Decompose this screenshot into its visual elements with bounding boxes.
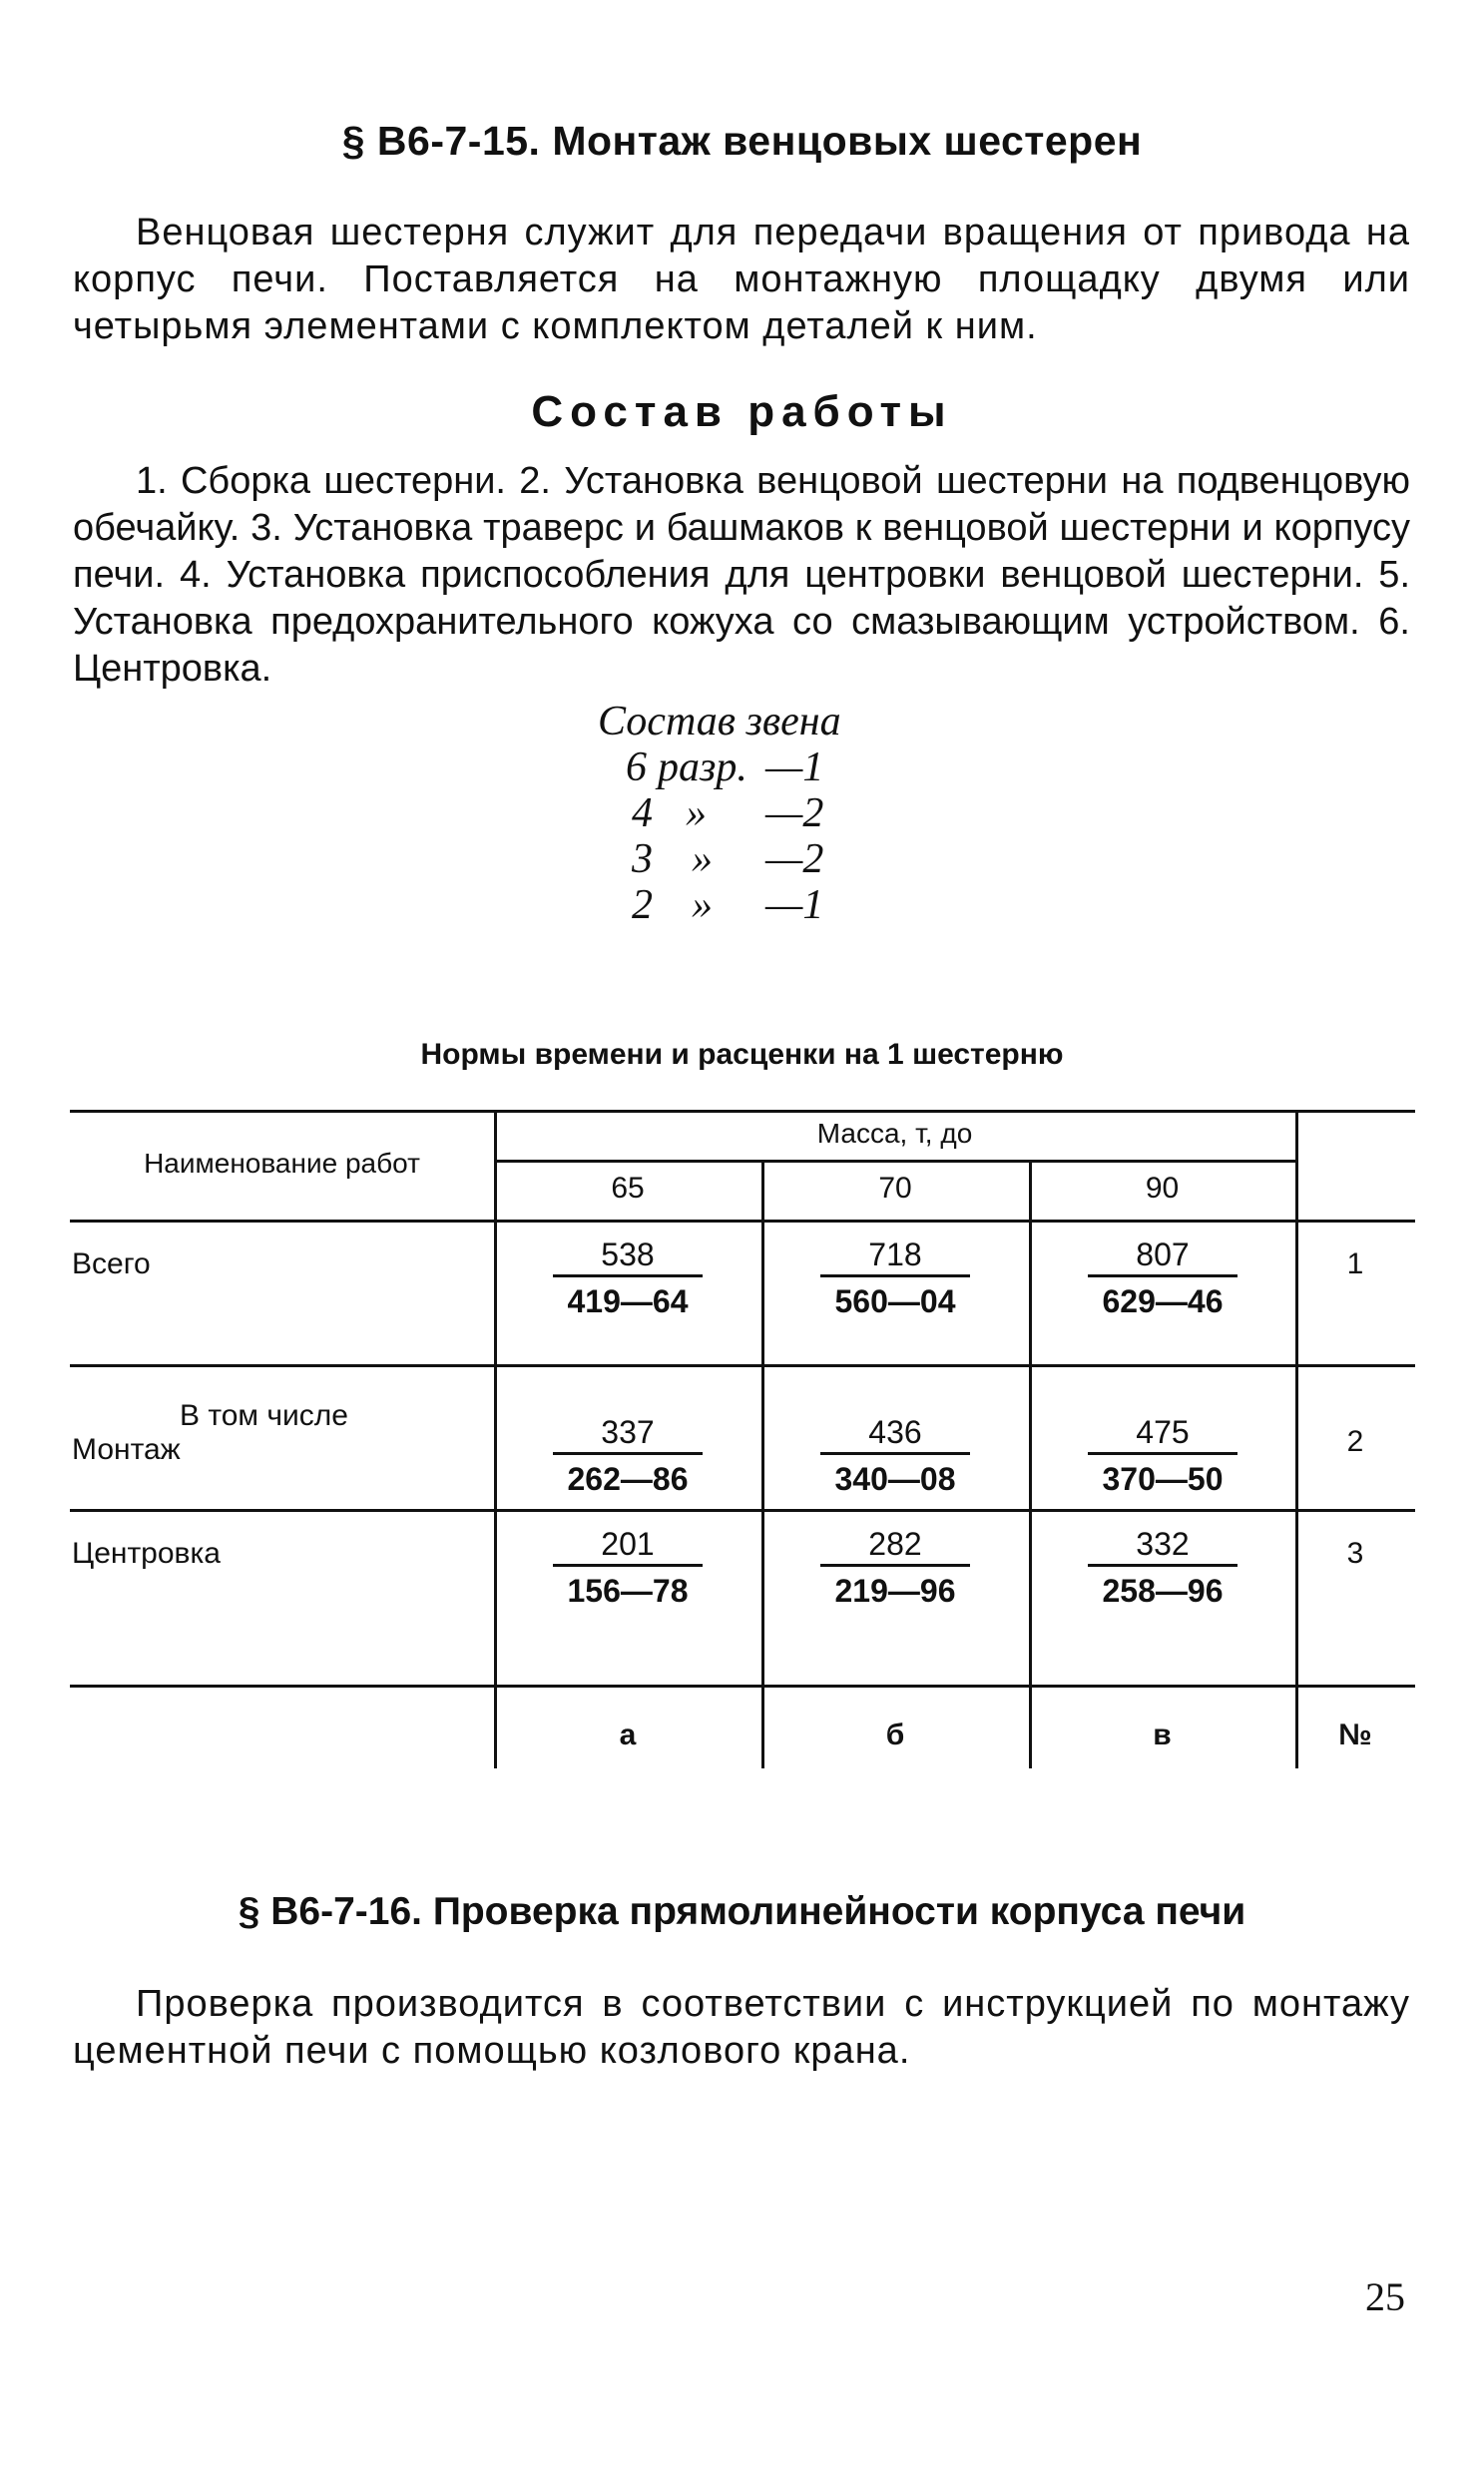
brigade-row	[598, 744, 857, 790]
section-intro-paragraph	[73, 210, 1410, 350]
norm-value: 436	[820, 1412, 970, 1455]
brigade-count: —2	[765, 790, 824, 836]
section2-paragraph	[73, 1981, 1410, 2075]
mass-col-70: 70	[878, 1172, 912, 1205]
price-value: 258—96	[1102, 1573, 1224, 1609]
row-number: 3	[1346, 1537, 1364, 1570]
brigade-count: —2	[765, 836, 824, 882]
page-number: 25	[1365, 2274, 1405, 2319]
table-rule	[761, 1160, 764, 1768]
price-value: 340—08	[834, 1461, 956, 1497]
brigade-row	[598, 790, 857, 836]
table-title: Нормы времени и расценки на 1 шестерню	[420, 1038, 1064, 1071]
price-value: 419—64	[567, 1283, 689, 1319]
brigade-row	[598, 882, 857, 928]
brigade-grade: 2	[632, 882, 653, 928]
value-cell	[820, 1412, 970, 1497]
brigade-grade: 4	[632, 790, 653, 836]
section-title-2: § В6-7-16. Проверка прямолинейности корпуса печи	[238, 1890, 1246, 1933]
table-rule	[70, 1509, 1415, 1512]
row-label: Центровка	[72, 1537, 221, 1570]
price-value: 629—46	[1102, 1283, 1224, 1319]
section-title: § В6-7-15. Монтаж венцовых шестерен	[341, 118, 1143, 164]
brigade-composition	[598, 699, 857, 928]
value-cell	[820, 1234, 970, 1319]
footer-letter: в	[1153, 1719, 1172, 1751]
footer-number-sign: №	[1338, 1719, 1372, 1751]
norm-value: 201	[553, 1524, 703, 1567]
brigade-unit: »	[692, 836, 713, 882]
value-cell	[820, 1524, 970, 1609]
intro-text: Венцовая шестерня служит для передачи вращения от привода на корпус печи. Поставляется на монтажную площадку двумя или четырьмя элементами с комплектом деталей к ним.	[73, 212, 1410, 347]
mass-col-90: 90	[1145, 1172, 1180, 1205]
table-rule	[494, 1110, 497, 1768]
work-content-heading: Состав работы	[531, 387, 953, 436]
norm-value: 475	[1088, 1412, 1237, 1455]
value-cell	[1088, 1524, 1237, 1609]
norm-value: 337	[553, 1412, 703, 1455]
value-cell	[1088, 1412, 1237, 1497]
brigade-unit: разр.	[658, 744, 747, 790]
norm-value: 282	[820, 1524, 970, 1567]
price-value: 370—50	[1102, 1461, 1224, 1497]
price-value: 560—04	[834, 1283, 956, 1319]
value-cell	[1088, 1234, 1237, 1319]
brigade-grade: 6	[626, 744, 647, 790]
table-rule	[1029, 1160, 1032, 1768]
value-cell	[553, 1412, 703, 1497]
footer-letter: а	[619, 1719, 637, 1751]
brigade-count: —1	[765, 744, 824, 790]
work-content-paragraph	[73, 458, 1410, 693]
norms-table	[70, 1110, 1415, 1768]
norm-value: 807	[1088, 1234, 1237, 1277]
row-label-prefix: В том числе	[180, 1399, 348, 1432]
table-rule	[70, 1364, 1415, 1367]
footer-letter: б	[885, 1719, 905, 1751]
brigade-unit: »	[686, 790, 707, 836]
table-rule	[70, 1685, 1415, 1688]
brigade-unit: »	[692, 882, 713, 928]
value-cell	[553, 1524, 703, 1609]
mass-col-65: 65	[611, 1172, 645, 1205]
table-rule	[70, 1110, 1415, 1113]
norm-value: 332	[1088, 1524, 1237, 1567]
row-label: Всего	[72, 1247, 151, 1280]
row-label: Монтаж	[72, 1433, 181, 1466]
col-header-name: Наименование работ	[144, 1148, 420, 1179]
col-header-mass: Масса, т, до	[816, 1118, 973, 1149]
table-rule	[494, 1160, 1295, 1163]
row-number: 1	[1346, 1247, 1364, 1280]
row-number: 2	[1346, 1425, 1364, 1458]
price-value: 219—96	[834, 1573, 956, 1609]
norm-value: 538	[553, 1234, 703, 1277]
value-cell	[553, 1234, 703, 1319]
brigade-count: —1	[765, 882, 824, 928]
section2-text: Проверка производится в соответствии с инструкцией по монтажу цементной печи с помощью козлового крана.	[73, 1983, 1410, 2072]
brigade-grade: 3	[632, 836, 653, 882]
work-content-text: 1. Сборка шестерни. 2. Установка венцовой шестерни на подвенцовую обечайку. 3. Установка траверс и башмаков к венцовой шестерни и корпусу печи. 4. Установка приспособления для центровки венцовой шестерни. 5. Установка предохранительного кожуха со смазывающим устройством. 6. Центровка.	[73, 460, 1410, 690]
table-rule	[70, 1220, 1415, 1223]
brigade-title: Состав звена	[598, 699, 841, 744]
price-value: 262—86	[567, 1461, 689, 1497]
price-value: 156—78	[567, 1573, 689, 1609]
brigade-row	[598, 836, 857, 882]
norm-value: 718	[820, 1234, 970, 1277]
